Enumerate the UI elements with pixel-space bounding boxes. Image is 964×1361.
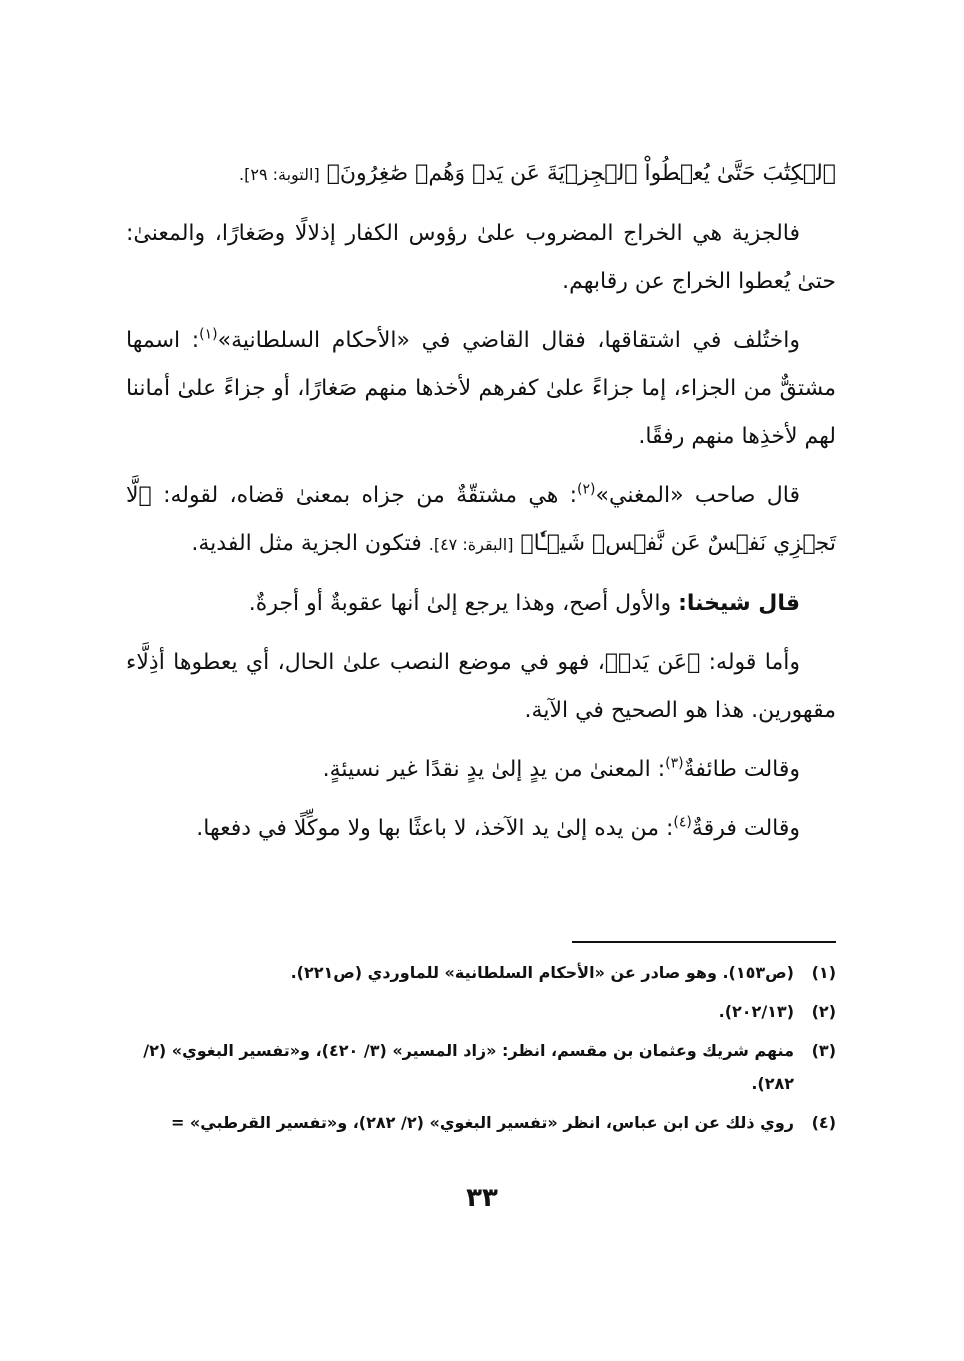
paragraph-text-a: وقالت فرقةٌ [691,816,800,841]
paragraph-text-c: فتكون الجزية مثل الفدية. [191,531,429,556]
jizya-definition-paragraph [126,210,836,306]
footnote-text: (ص١٥٣). وهو صادر عن «الأحكام السلطانية» للماوردي (ص٢٢١). [290,963,794,982]
footnote-item [126,956,836,989]
footnote-text: (٢٠٢/١٣). [718,1002,794,1021]
shaykh-label: قال شيخنا: [678,591,800,616]
paragraph-text: وأما قوله: ﴿عَن يَدٖ﴾، فهو في موضع النصب علىٰ الحال، أي يعطوها أذِلَّاء مقهورين. هذا هو الصحيح في الآية. [126,650,836,723]
taifa-paragraph [126,746,836,794]
footnote-text: روي ذلك عن ابن عباس، انظر «تفسير البغوي» (٢/ ٢٨٢)، و«تفسير القرطبي» = [170,1113,794,1132]
paragraph-text-a: قال صاحب «المغني» [595,483,800,508]
footnote-marker-1[interactable]: (١) [199,326,218,343]
footnote-item [126,995,836,1028]
footnote-divider [572,941,836,943]
quran-verse: ﭐلۡكِتَٰبَ حَتَّىٰ يُعۡطُواْ ٱلۡجِزۡيَةَ عَن يَدٖ وَهُمۡ صَٰغِرُونَ﴾ [326,161,836,186]
paragraph-text-b: : من يده إلىٰ يد الآخذ، لا باعثًا بها ولا موكِّلًا في دفعها. [196,816,674,841]
derivation-paragraph [126,317,836,461]
paragraph-text-b: : اسمها مشتقٌّ من الجزاء، إما جزاءً علىٰ كفرهم لأخذها منهم صَغارًا، أو جزاءً علىٰ أماننا لهم لأخذِها منهم رفقًا. [126,328,836,449]
verse-reference: [البقرة: ٤٧]. [428,535,514,554]
shaykh-paragraph [126,580,836,628]
footnote-number: (٢) [811,1002,836,1021]
footnote-number: (٣) [811,1041,836,1060]
footnote-number: (١) [811,963,836,982]
paragraph-text-b: : المعنىٰ من يدٍ إلىٰ يدٍ نقدًا غير نسيئةٍ. [322,757,666,782]
verse-reference: [التوبة: ٢٩]. [239,165,320,184]
main-text [126,150,836,864]
footnote-marker-3[interactable]: (٣) [665,755,684,772]
paragraph-text-b: : هي مشتقّةٌ من جزاه بمعنىٰ قضاه، لقوله: ﴿لَّا تَجۡزِي نَفۡسٌ عَن نَّفۡسٖ شَيۡـٔٗا﴾ [126,483,836,556]
footnote-text: منهم شريك وعثمان بن مقسم، انظر: «زاد المسير» (٣/ ٤٢٠)، و«تفسير البغوي» (٢/ ٢٨٢). [143,1041,794,1093]
paragraph-text-a: واختُلف في اشتقاقها، فقال القاضي في «الأحكام السلطانية» [217,328,801,353]
verse-continuation-paragraph [126,150,836,199]
paragraph-text: فالجزية هي الخراج المضروب علىٰ رؤوس الكفار إذلالًا وصَغارًا، والمعنىٰ: حتىٰ يُعطوا الخراج عن رقابهم. [126,221,836,294]
footnotes [126,956,836,1145]
page-number: ٣٣ [466,1183,498,1213]
footnote-item [126,1034,836,1100]
footnote-marker-2[interactable]: (٢) [577,481,596,498]
footnote-marker-4[interactable]: (٤) [673,814,692,831]
mughni-paragraph [126,472,836,569]
footnote-item [126,1106,836,1139]
an-yad-paragraph [126,639,836,735]
paragraph-text: والأول أصح، وهذا يرجع إلىٰ أنها عقوبةٌ أو أجرةٌ. [248,591,679,616]
paragraph-text-a: وقالت طائفةٌ [683,757,800,782]
firqa-paragraph [126,805,836,853]
footnote-number: (٤) [811,1113,836,1132]
